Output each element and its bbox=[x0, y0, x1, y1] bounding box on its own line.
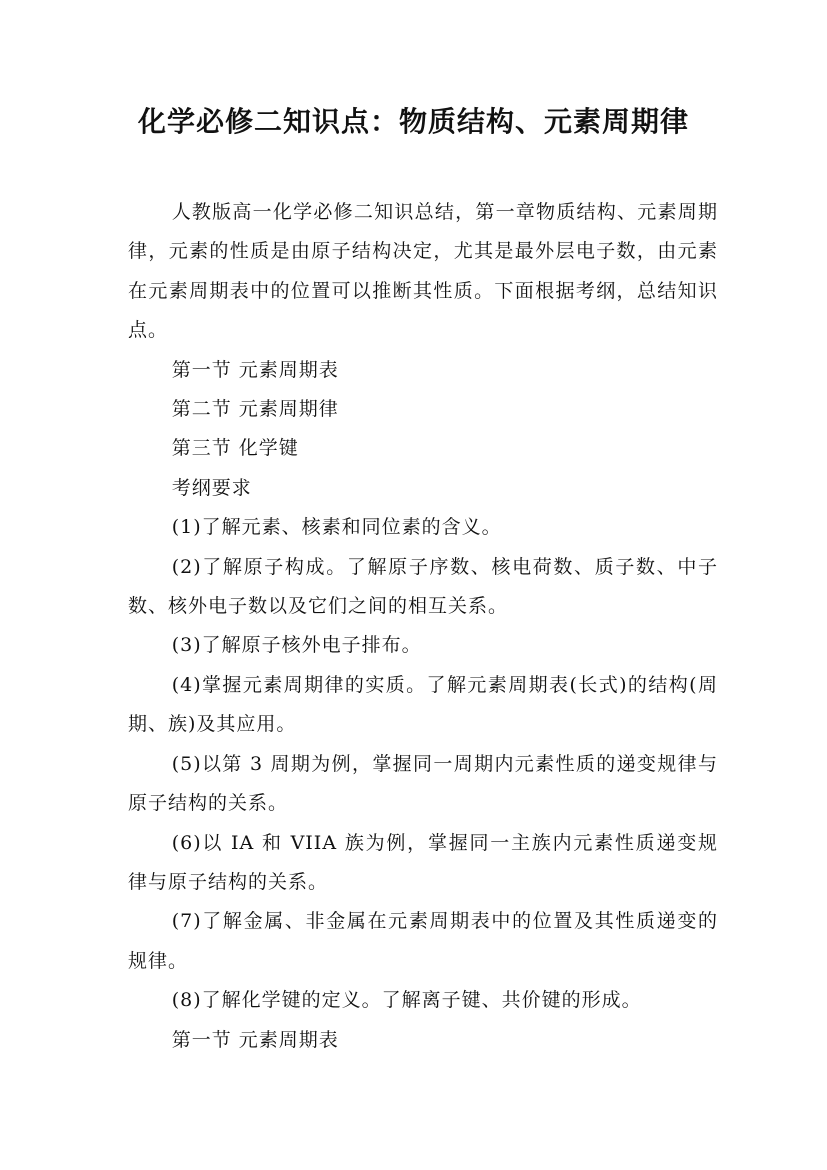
requirement-item: (2)了解原子构成。了解原子序数、核电荷数、质子数、中子数、核外电子数以及它们之间的相互关系。 bbox=[128, 555, 718, 618]
section-heading: 第一节 元素周期表 bbox=[171, 1028, 339, 1051]
document-title: 化学必修二知识点：物质结构、元素周期律 bbox=[137, 105, 689, 138]
requirement-item: (5)以第 3 周期为例，掌握同一周期内元素性质的递变规律与原子结构的关系。 bbox=[128, 752, 718, 815]
requirement-item: (7)了解金属、非金属在元素周期表中的位置及其性质递变的规律。 bbox=[128, 910, 718, 972]
intro-paragraph: 人教版高一化学必修二知识总结，第一章物质结构、元素周期律，元素的性质是由原子结构决定，尤其是最外层电子数，由元素在元素周期表中的位置可以推断其性质。下面根据考纲，总结知识点。 bbox=[128, 201, 718, 342]
section-heading: 第一节 元素周期表 bbox=[171, 358, 339, 381]
requirement-item: (4)掌握元素周期律的实质。了解元素周期表(长式)的结构(周期、族)及其应用。 bbox=[128, 673, 718, 736]
requirement-item: (3)了解原子核外电子排布。 bbox=[171, 634, 422, 657]
section-heading: 第三节 化学键 bbox=[171, 437, 299, 460]
requirement-item: (1)了解元素、核素和同位素的含义。 bbox=[171, 516, 502, 539]
requirement-item: (6)以 IA 和 VIIA 族为例，掌握同一主族内元素性质递变规律与原子结构的关系。 bbox=[128, 831, 718, 893]
requirements-heading: 考纲要求 bbox=[171, 476, 252, 499]
requirement-item: (8)了解化学键的定义。了解离子键、共价键的形成。 bbox=[171, 989, 642, 1012]
document-body bbox=[128, 193, 718, 1060]
section-heading: 第二节 元素周期律 bbox=[171, 398, 339, 421]
